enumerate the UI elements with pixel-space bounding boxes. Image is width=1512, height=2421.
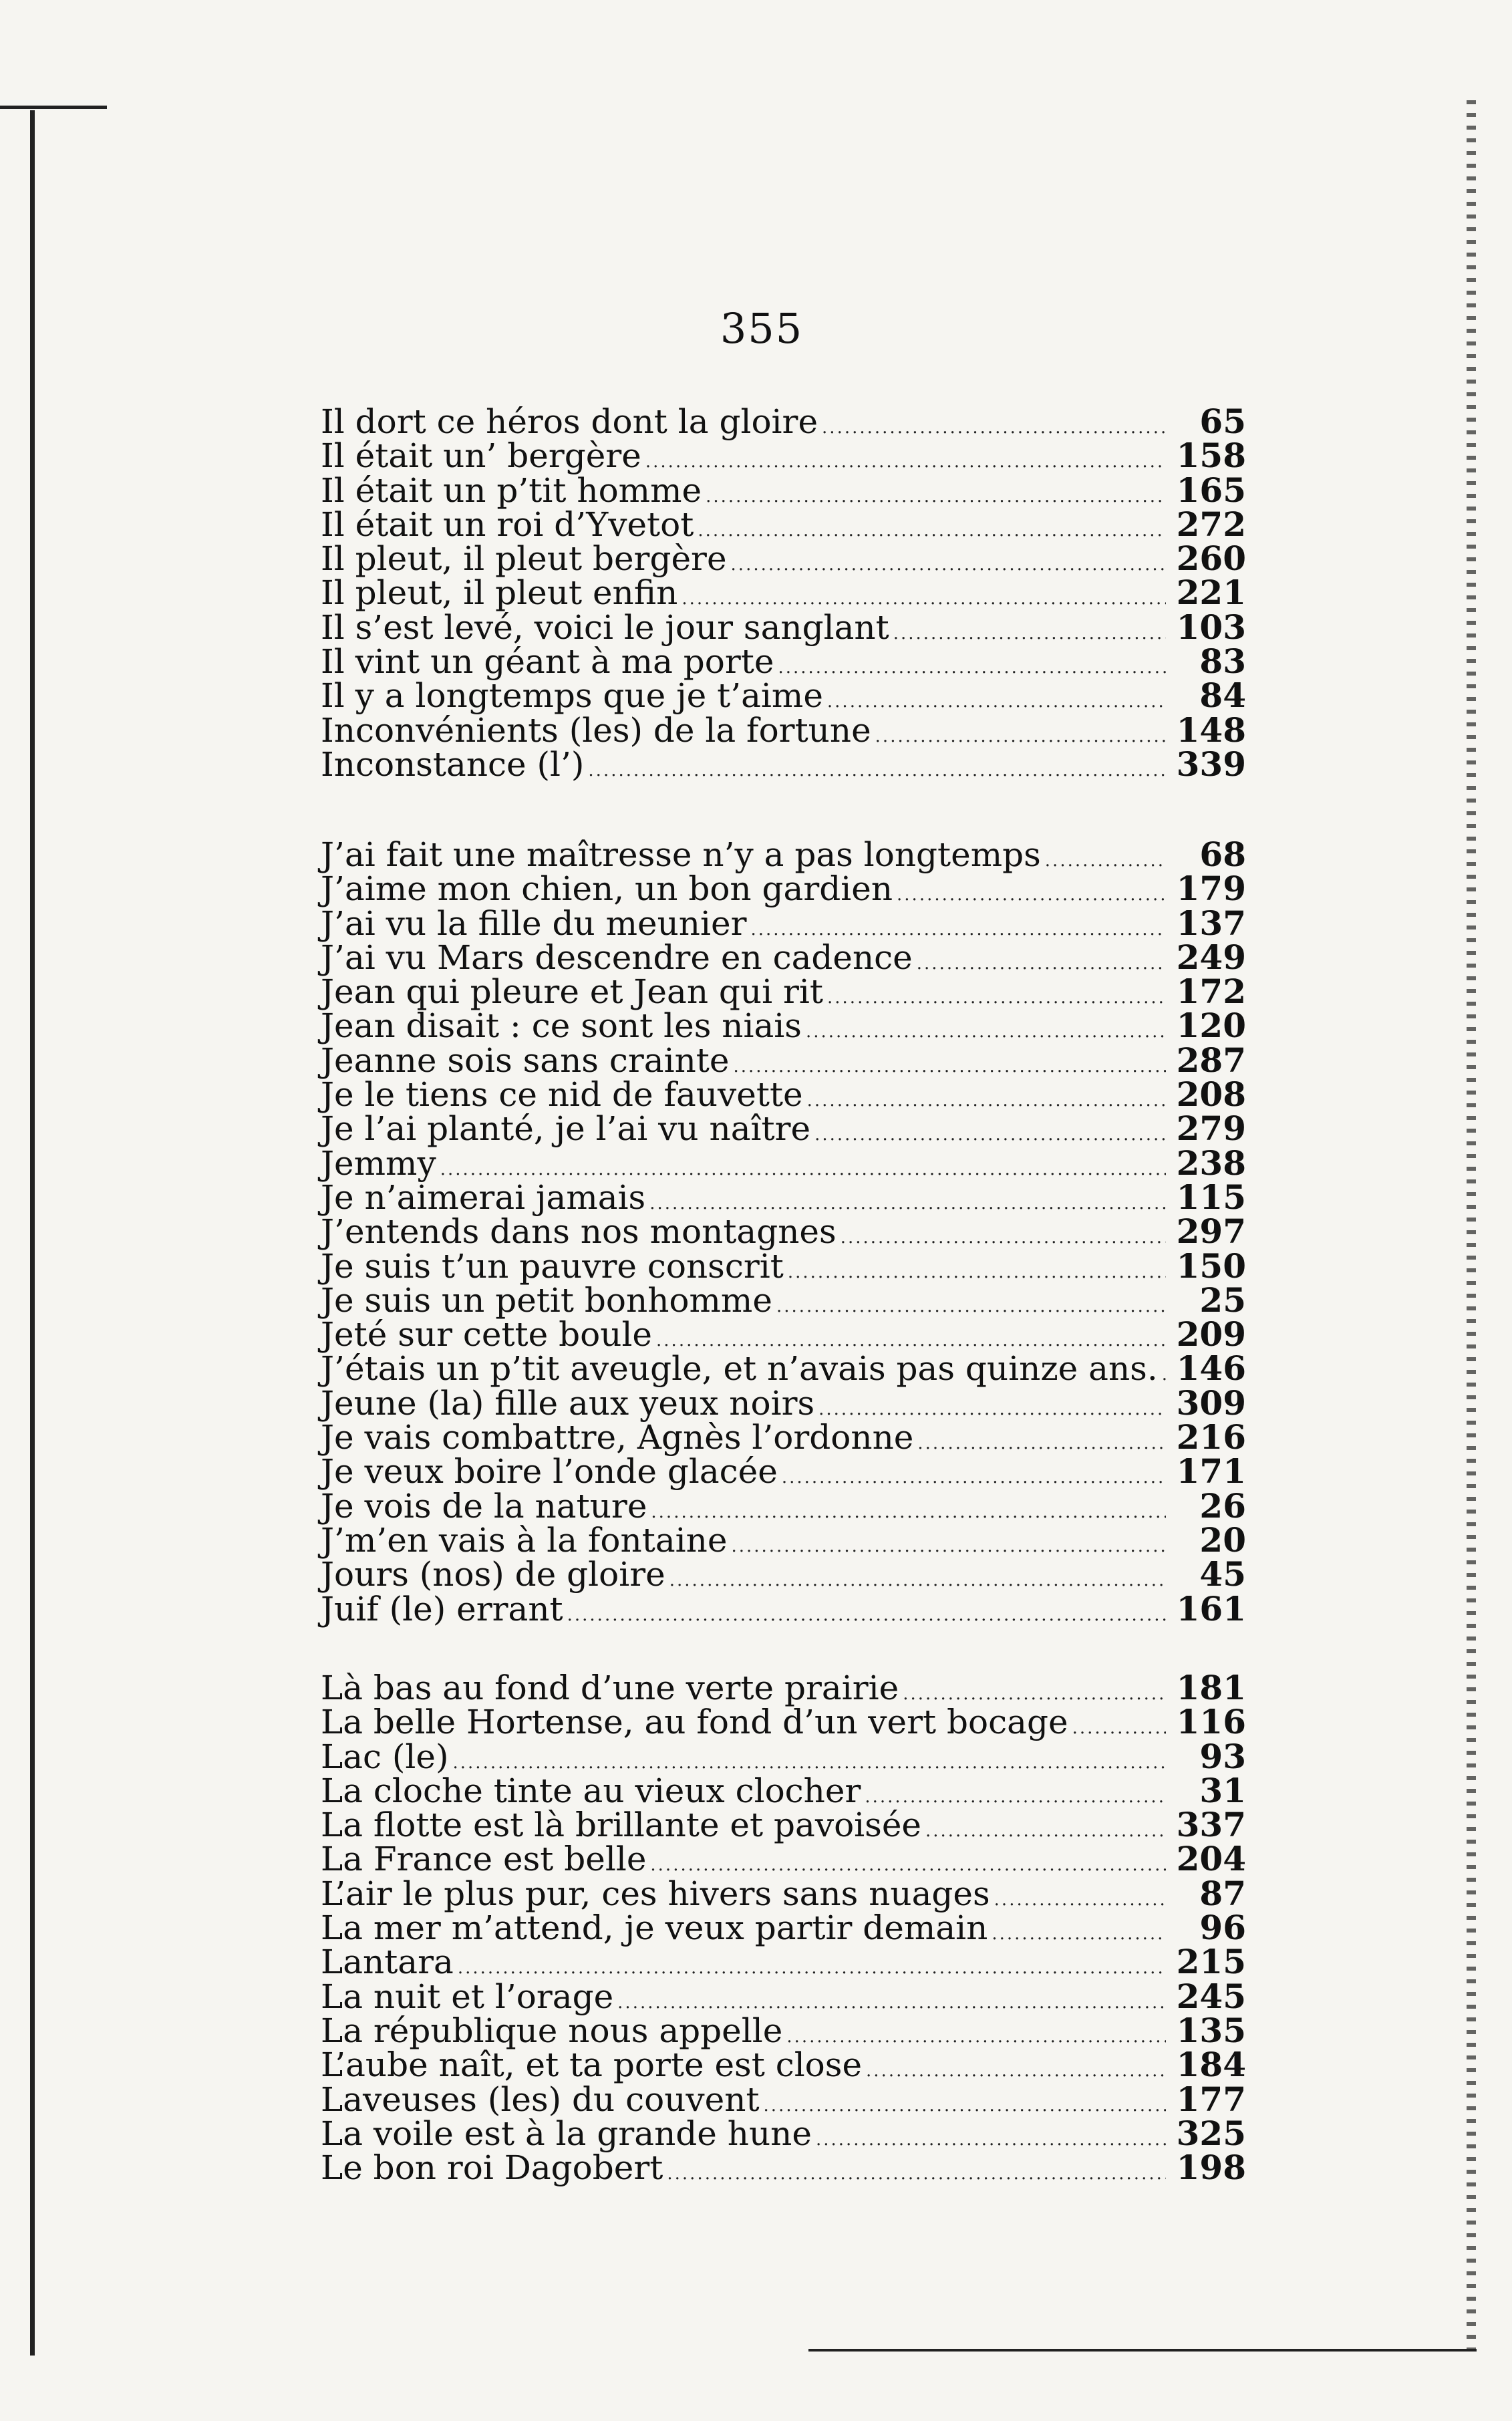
entry-title: Il dort ce héros dont la gloire (321, 402, 818, 441)
entry-title: La cloche tinte au vieux clocher (321, 1771, 861, 1810)
dot-leader (814, 1118, 1166, 1152)
entry-page-number: 272 (1176, 504, 1246, 544)
entry-title: Jeune (la) fille aux yeux noirs (321, 1383, 815, 1423)
entry-title: Il était un’ bergère (321, 436, 641, 476)
entry-title: Laveuses (les) du couvent (321, 2080, 760, 2119)
index-entry (321, 835, 1246, 874)
bottom-rule (808, 2349, 1477, 2352)
dot-leader (645, 445, 1166, 479)
entry-title: La nuit et l’orage (321, 1977, 614, 2016)
entry-page-number: 115 (1176, 1177, 1246, 1217)
index-entry (321, 1668, 1246, 1707)
entry-page-number: 297 (1176, 1212, 1246, 1252)
dot-leader (827, 981, 1166, 1015)
entry-page-number: 65 (1199, 402, 1246, 441)
entry-page-number: 215 (1176, 1942, 1246, 1982)
entry-page-number: 198 (1176, 2148, 1246, 2188)
entry-page-number: 20 (1199, 1520, 1246, 1560)
dot-leader (764, 2089, 1166, 2123)
dot-leader (782, 1461, 1166, 1495)
entry-title: Là bas au fond d’une verte prairie (321, 1669, 899, 1707)
dot-leader (893, 617, 1166, 651)
dot-leader (788, 1256, 1166, 1290)
entry-page-number: 209 (1176, 1314, 1246, 1355)
entry-page-number: 25 (1199, 1280, 1246, 1320)
entry-page-number: 93 (1199, 1736, 1246, 1776)
entry-title: L’aube naît, et ta porte est close (321, 2045, 863, 2085)
entry-page-number: 148 (1176, 710, 1246, 750)
entry-title: Inconstance (l’) (321, 744, 585, 784)
dot-leader (994, 1883, 1166, 1917)
entry-page-number: 238 (1176, 1143, 1246, 1183)
entry-title: La mer m’attend, je veux partir demain (321, 1908, 988, 1948)
entry-page-number: 103 (1176, 607, 1246, 647)
entry-page-number: 245 (1176, 1976, 1246, 2016)
entry-page-number: 249 (1176, 937, 1246, 977)
entry-page-number: 87 (1199, 1873, 1246, 1913)
entry-title: La France est belle (321, 1840, 647, 1879)
entry-title: Il pleut, il pleut bergère (321, 539, 727, 579)
entry-title: Jean disait : ce sont les niais (321, 1006, 802, 1046)
dot-leader (897, 878, 1166, 912)
entry-title: Inconvénients (les) de la fortune (321, 710, 871, 750)
entry-page-number: 309 (1176, 1383, 1246, 1423)
entry-page-number: 204 (1176, 1839, 1246, 1879)
left-margin-rule (30, 110, 35, 2356)
dot-leader (776, 1290, 1166, 1324)
entry-title: Il s’est levé, voici le jour sanglant (321, 607, 889, 647)
dot-leader (806, 1015, 1166, 1049)
entry-page-number: 161 (1176, 1588, 1246, 1628)
index-section-i (321, 402, 1246, 784)
entry-title: Il vint un géant à ma porte (321, 642, 774, 682)
entry-title: Juif (le) errant (321, 1589, 563, 1628)
dot-leader (917, 1427, 1166, 1461)
entry-title: Jeanne sois sans crainte (321, 1040, 730, 1080)
entry-page-number: 150 (1176, 1246, 1246, 1286)
index-section-j (321, 837, 1246, 1626)
entry-title: L’air le plus pur, ces hivers sans nuages (321, 1874, 990, 1913)
entry-title: Je veux boire l’onde glacée (321, 1452, 778, 1491)
entry-page-number: 135 (1176, 2010, 1246, 2050)
entry-page-number: 137 (1176, 903, 1246, 943)
entry-page-number: 216 (1176, 1417, 1246, 1457)
entry-title: Il était un p’tit homme (321, 470, 702, 510)
entry-title: J’étais un p’tit aveugle, et n’avais pas quinze ans. (321, 1349, 1158, 1389)
entry-page-number: 158 (1176, 436, 1246, 476)
entry-page-number: 26 (1199, 1485, 1246, 1526)
entry-title: Je le tiens ce nid de fauvette (321, 1075, 803, 1115)
dot-leader (827, 685, 1166, 719)
entry-title: Je n’aimerai jamais (321, 1177, 646, 1217)
entry-title: Lantara (321, 1943, 454, 1982)
entry-title: Je suis un petit bonhomme (321, 1280, 772, 1320)
entry-page-number: 84 (1199, 676, 1246, 716)
entry-page-number: 172 (1176, 972, 1246, 1012)
entry-title: J’m’en vais à la fontaine (321, 1520, 728, 1560)
entry-title: Je l’ai planté, je l’ai vu naître (321, 1109, 811, 1149)
entry-title: J’ai vu la fille du meunier (321, 903, 747, 943)
dot-leader (866, 2054, 1166, 2088)
index-entry (321, 402, 1246, 441)
entry-title: Le bon roi Dagobert (321, 2148, 663, 2188)
dot-leader (925, 1814, 1166, 1848)
dot-leader (731, 1530, 1166, 1564)
corner-rule (0, 106, 107, 109)
entry-title: Je vais combattre, Agnès l’ordonne (321, 1418, 914, 1457)
index-entry (321, 1383, 1246, 1423)
dot-leader (1072, 1711, 1166, 1745)
entry-page-number: 146 (1176, 1348, 1246, 1389)
entry-title: J’aime mon chien, un bon gardien (321, 869, 893, 909)
entry-title: J’ai fait une maîtresse n’y a pas longtemps (321, 835, 1041, 874)
dot-leader (667, 2157, 1166, 2191)
entry-title: Je suis t’un pauvre conscrit (321, 1246, 784, 1286)
entry-page-number: 83 (1199, 642, 1246, 682)
entry-title: Lac (le) (321, 1737, 449, 1776)
entry-page-number: 45 (1199, 1554, 1246, 1594)
entry-title: Il était un roi d’Yvetot (321, 505, 694, 544)
entry-page-number: 287 (1176, 1040, 1246, 1080)
entry-title: J’ai vu Mars descendre en cadence (321, 938, 913, 977)
entry-page-number: 181 (1176, 1668, 1246, 1707)
dot-leader (698, 514, 1166, 548)
entry-page-number: 120 (1176, 1006, 1246, 1046)
entry-page-number: 279 (1176, 1109, 1246, 1149)
entry-page-number: 171 (1176, 1451, 1246, 1491)
entry-title: Jours (nos) de gloire (321, 1555, 665, 1594)
entry-page-number: 179 (1176, 869, 1246, 909)
index-entry (321, 1348, 1246, 1389)
entry-title: La voile est à la grande hune (321, 2114, 812, 2153)
dot-leader (651, 1496, 1166, 1530)
entry-page-number: 184 (1176, 2045, 1246, 2085)
dot-leader (992, 1917, 1166, 1951)
entry-page-number: 339 (1176, 744, 1246, 784)
dot-leader (822, 411, 1166, 445)
entry-page-number: 260 (1176, 539, 1246, 579)
entry-title: Jemmy (321, 1143, 436, 1183)
dot-leader (875, 720, 1166, 754)
dot-leader (917, 947, 1166, 981)
dot-leader (1045, 844, 1166, 878)
entry-page-number: 177 (1176, 2079, 1246, 2119)
page-number: 355 (720, 304, 804, 353)
dot-leader (841, 1221, 1166, 1255)
index-section-l (321, 1668, 1246, 2188)
dot-leader (669, 1564, 1166, 1598)
entry-page-number: 208 (1176, 1075, 1246, 1115)
entry-title: La flotte est là brillante et pavoisée (321, 1806, 921, 1845)
entry-page-number: 337 (1176, 1805, 1246, 1845)
dot-leader (588, 754, 1166, 788)
entry-page-number: 68 (1199, 835, 1246, 874)
entry-title: J’entends dans nos montagnes (321, 1212, 837, 1252)
entry-title: La belle Hortense, au fond d’un vert bocage (321, 1703, 1068, 1742)
entry-page-number: 221 (1176, 573, 1246, 613)
entry-title: La république nous appelle (321, 2011, 783, 2050)
dot-leader (567, 1598, 1166, 1632)
entry-page-number: 96 (1199, 1908, 1246, 1948)
dot-leader (706, 480, 1166, 514)
entry-page-number: 325 (1176, 2113, 1246, 2153)
entry-page-number: 165 (1176, 470, 1246, 510)
entry-title: Jean qui pleure et Jean qui rit (321, 972, 824, 1012)
entry-title: Jeté sur cette boule (321, 1315, 653, 1355)
dot-leader (778, 651, 1166, 685)
entry-page-number: 31 (1199, 1770, 1246, 1810)
dot-leader (1162, 1358, 1166, 1392)
entry-page-number: 116 (1176, 1702, 1246, 1742)
dot-leader (731, 548, 1166, 582)
entry-title: Je vois de la nature (321, 1486, 647, 1526)
entry-title: Il y a longtemps que je t’aime (321, 676, 823, 716)
binding-gutter-edge (1467, 100, 1476, 2359)
dot-leader (807, 1084, 1166, 1118)
dot-leader (816, 2123, 1166, 2157)
entry-title: Il pleut, il pleut enfin (321, 573, 678, 613)
